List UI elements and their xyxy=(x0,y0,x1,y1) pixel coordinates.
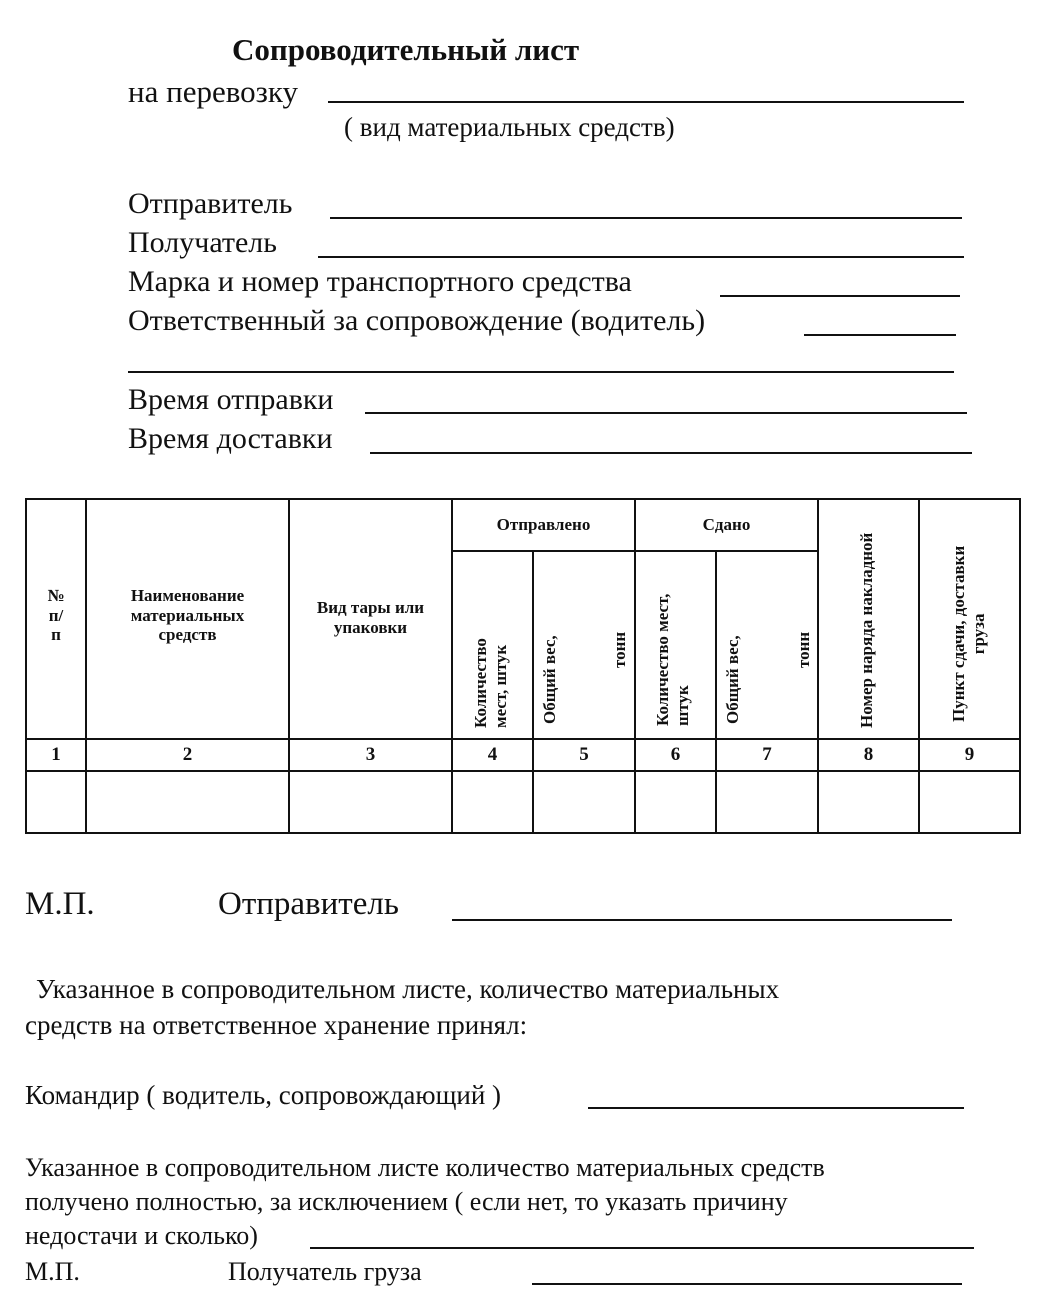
col-header-number xyxy=(26,586,86,645)
stamp-label-recipient: М.П. xyxy=(25,1257,80,1286)
table-cell-empty[interactable] xyxy=(717,772,818,832)
col-header-delivery-point xyxy=(949,546,988,722)
col-header-delivery-point-line1: Пункт сдачи, доставки xyxy=(949,545,968,722)
shortage-reason-line[interactable] xyxy=(310,1247,974,1249)
received-text-line1: Указанное в сопроводительном листе количество материальных средств xyxy=(25,1153,825,1182)
recipient-field-line[interactable] xyxy=(318,256,964,258)
accepted-text-line2: средств на ответственное хранение принял: xyxy=(25,1010,528,1040)
transport-hint: ( вид материальных средств) xyxy=(344,112,675,142)
document-title: Сопроводительный лист xyxy=(232,32,580,67)
table-cell-empty[interactable] xyxy=(636,772,716,832)
col-header-sent-weight-unit: тонн xyxy=(610,631,629,668)
escort-field-line[interactable] xyxy=(804,334,956,336)
column-number-6: 6 xyxy=(670,744,681,765)
col-header-name-line1: Наименование xyxy=(130,586,245,605)
accepted-text-line1: Указанное в сопроводительном листе, количество материальных xyxy=(36,974,780,1004)
column-number-2: 2 xyxy=(182,744,193,765)
column-number-7: 7 xyxy=(762,744,772,765)
column-number-1: 1 xyxy=(51,744,61,765)
table-cell-empty[interactable] xyxy=(819,772,919,832)
received-text-line3: недостачи и сколько) xyxy=(25,1221,258,1250)
escort-label: Ответственный за сопровождение (водитель) xyxy=(128,304,706,337)
col-header-sent-qty xyxy=(471,638,510,728)
recipient-label: Получатель xyxy=(128,226,277,259)
col-header-sent-qty-line2: мест, штук xyxy=(490,644,510,728)
recipient-signature-label: Получатель груза xyxy=(228,1257,422,1286)
col-header-packaging-line2: упаковки xyxy=(333,617,408,637)
received-text-line2: получено полностью, за исключением ( если нет, то указать причину xyxy=(25,1187,788,1216)
table-cell-empty[interactable] xyxy=(534,772,635,832)
col-header-sent-qty-line1: Количество xyxy=(471,638,490,728)
table-cell-empty[interactable] xyxy=(290,772,452,832)
column-number-4: 4 xyxy=(487,744,498,765)
delivery-time-field-line[interactable] xyxy=(370,452,972,454)
col-header-delivery-point-line2: груза xyxy=(968,613,988,655)
col-header-name-line2: материальных xyxy=(130,605,245,625)
group-header-sent: Отправлено xyxy=(496,515,591,534)
column-number-8: 8 xyxy=(863,744,874,765)
vehicle-field-line[interactable] xyxy=(720,295,960,297)
commander-signature-line[interactable] xyxy=(588,1107,964,1109)
col-header-delivered-qty-line2: штук xyxy=(672,685,692,726)
col-header-number-line3: п xyxy=(51,625,61,645)
group-header-delivered: Сдано xyxy=(702,515,751,534)
table-cell-empty[interactable] xyxy=(26,772,86,832)
commander-label: Командир ( водитель, сопровождающий ) xyxy=(25,1080,502,1110)
delivery-time-label: Время доставки xyxy=(128,422,333,455)
col-header-delivered-qty-line1: Количество мест, xyxy=(653,593,672,726)
table-cell-empty[interactable] xyxy=(453,772,533,832)
recipient-signature-line[interactable] xyxy=(532,1283,962,1285)
table-cell-empty[interactable] xyxy=(920,772,1020,832)
col-header-name xyxy=(86,586,289,645)
sender-field-line[interactable] xyxy=(330,217,962,219)
col-header-number-line2: п/ xyxy=(48,605,64,625)
col-header-packaging xyxy=(289,598,452,637)
col-header-number-line1: № xyxy=(47,586,65,605)
col-header-packaging-line1: Вид тары или xyxy=(316,598,425,617)
escort-field-line-2[interactable] xyxy=(128,371,954,373)
departure-time-label: Время отправки xyxy=(128,383,334,416)
col-header-sent-weight: Общий вес, xyxy=(540,635,559,724)
transport-field-line[interactable] xyxy=(328,101,964,103)
col-header-delivered-weight-unit: тонн xyxy=(794,631,813,668)
stamp-label-sender: М.П. xyxy=(25,886,95,922)
sender-label: Отправитель xyxy=(128,187,293,220)
sender-signature-label: Отправитель xyxy=(218,886,399,922)
col-header-delivered-qty xyxy=(653,594,692,726)
sender-signature-line[interactable] xyxy=(452,919,952,921)
column-number-5: 5 xyxy=(579,744,589,765)
vehicle-label: Марка и номер транспортного средства xyxy=(128,265,632,298)
col-header-invoice-number: Номер наряда накладной xyxy=(857,532,876,728)
transport-label: на перевозку xyxy=(128,74,299,109)
cargo-table xyxy=(25,498,1021,834)
column-number-3: 3 xyxy=(365,744,376,765)
col-header-delivered-weight: Общий вес, xyxy=(723,635,742,724)
col-header-name-line3: средств xyxy=(158,625,217,645)
column-number-9: 9 xyxy=(964,744,975,765)
departure-time-field-line[interactable] xyxy=(365,412,967,414)
table-cell-empty[interactable] xyxy=(87,772,289,832)
